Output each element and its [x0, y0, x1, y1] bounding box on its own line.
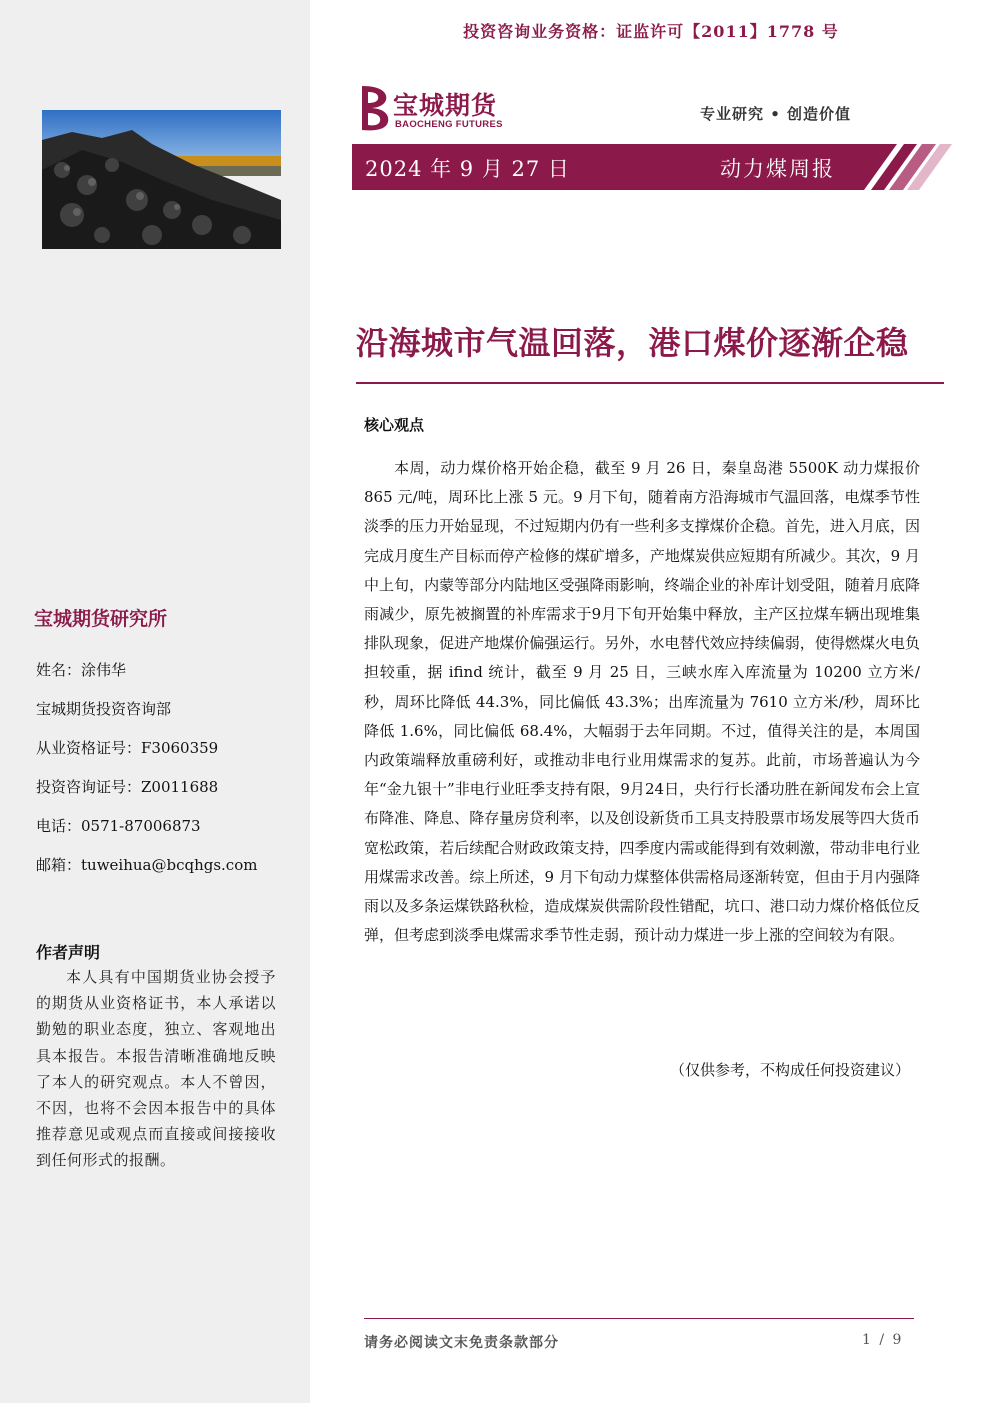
- declaration-title: 作者声明: [36, 943, 101, 962]
- slogan: 专业研究 • 创造价值: [700, 105, 852, 123]
- logo-text-en: BAOCHENG FUTURES: [395, 119, 503, 130]
- section-label: 核心观点: [364, 416, 425, 434]
- footer-divider: [364, 1318, 914, 1319]
- author-department: 宝城期货投资咨询部: [36, 700, 172, 718]
- coal-photo: [42, 110, 281, 249]
- advice-note: （仅供参考，不构成任何投资建议）: [669, 1061, 910, 1079]
- headline: 沿海城市气温回落，港口煤价逐渐企稳: [356, 324, 909, 362]
- consulting-number: 投资咨询证号：Z0011688: [36, 778, 219, 796]
- author-name: 姓名：涂伟华: [36, 661, 127, 679]
- qualification-number: 从业资格证号：F3060359: [36, 739, 219, 757]
- declaration-text: 本人具有中国期货业协会授予的期货从业资格证书，本人承诺以勤勉的职业态度，独立、客观地出具本报告。本报告清晰准确地反映了本人的研究观点。本人不曾因，不因，也将不会因本报告中的具体推荐意见或观点而直接或间接接收到任何形式的报酬。: [36, 968, 276, 1170]
- report-date: 2024 年 9 月 27 日: [365, 157, 570, 181]
- license-line: 投资咨询业务资格：证监许可【2011】1778 号: [463, 22, 839, 41]
- author-email[interactable]: 邮箱：tuweihua@bcqhgs.com: [36, 856, 258, 874]
- report-type: 动力煤周报: [720, 157, 835, 181]
- institute-title: 宝城期货研究所: [34, 608, 168, 630]
- logo-text-cn: 宝城期货: [393, 91, 498, 120]
- page-number: 1 / 9: [862, 1332, 904, 1348]
- headline-divider: [356, 382, 944, 384]
- author-phone: 电话：0571-87006873: [36, 817, 201, 835]
- footer-disclaimer: 请务必阅读文末免责条款部分: [364, 1335, 559, 1351]
- core-view-paragraph: 本周，动力煤价格开始企稳，截至 9 月 26 日，秦皇岛港 5500K 动力煤报价 865 元/吨，周环比上涨 5 元。9 月下旬，随着南方沿海城市气温回落，电煤季节性淡季的压力开始显现，不过短期内仍有一些利多支撑煤价企稳。首先，进入月底，因完成月度生产目标而停产检修的煤矿增多，产地煤炭供应短期有所减少。其次，9 月中上旬，内蒙等部分内陆地区受强降雨影响，终端企业的补库计划受阻，随着月底降雨减少，原先被搁置的补库需求于9月下旬开始集中释放，主产区拉煤车辆出现堆集排队现象，促进产地煤价偏强运行。另外，水电替代效应持续偏弱，使得燃煤火电负担较重，据 ifind 统计，截至 9 月 25 日，三峡水库入库流量为 10200 立方米/秒，周环比降低 44.3%，同比偏低 43.3%；出库流量为 7610 立方米/秒，周环比降低 1.6%，同比偏低 68.4%，大幅弱于去年同期。不过，值得关注的是，本周国内政策端释放重磅利好，或推动非电行业用煤需求的复苏。此前，市场普遍认为今年“金九银十”非电行业旺季支持有限，9月24日，央行行长潘功胜在新闻发布会上宣布降准、降息、降存量房贷利率，以及创设新货币工具支持股票市场发展等四大货币宽松政策，若后续配合财政政策支持，四季度内需或能得到有效刺激，带动非电行业用煤需求改善。综上所述，9 月下旬动力煤整体供需格局逐渐转宽，但由于月内强降雨以及多条运煤铁路秋检，造成煤炭供需阶段性错配，坑口、港口动力煤价格低位反弹，但考虑到淡季电煤需求季节性走弱，预计动力煤进一步上涨的空间较为有限。: [364, 459, 920, 945]
